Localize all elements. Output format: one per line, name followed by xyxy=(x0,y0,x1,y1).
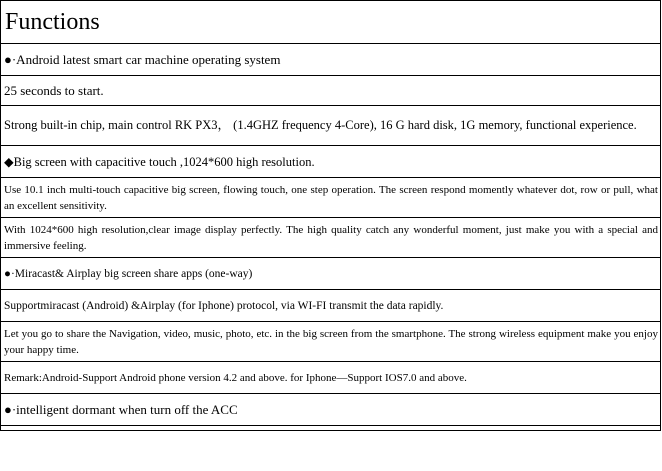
feature-heading-screen: ◆Big screen with capacitive touch ,1024*600 high resolution. xyxy=(1,146,661,178)
table-row xyxy=(1,146,661,178)
feature-heading-dormant: ●·intelligent dormant when turn off the ACC xyxy=(1,394,661,426)
table-row xyxy=(1,106,661,146)
table-row xyxy=(1,76,661,106)
feature-heading-android: ●·Android latest smart car machine operating system xyxy=(1,44,661,76)
table-row-empty xyxy=(1,426,661,431)
feature-detail-protocol: Supportmiracast (Android) &Airplay (for Iphone) protocol, via WI-FI transmit the data rapidly. xyxy=(1,290,661,322)
feature-detail-touch: Use 10.1 inch multi-touch capacitive big screen, flowing touch, one step operation. The screen respond momently whatever dot, row or pull, what an excellent sensitivity. xyxy=(1,178,661,218)
feature-detail-resolution: With 1024*600 high resolution,clear image display perfectly. The high quality catch any wonderful moment, just make you with a special and immersive feeling. xyxy=(1,218,661,258)
feature-heading-miracast: ●·Miracast& Airplay big screen share apps (one-way) xyxy=(1,258,661,290)
table-row xyxy=(1,290,661,322)
feature-detail-startup: 25 seconds to start. xyxy=(1,76,661,106)
table-title: Functions xyxy=(1,1,661,44)
table-row xyxy=(1,394,661,426)
feature-detail-remark: Remark:Android-Support Android phone version 4.2 and above. for Iphone—Support IOS7.0 and above. xyxy=(1,362,661,394)
table-row xyxy=(1,362,661,394)
empty-cell xyxy=(1,426,661,431)
title-row xyxy=(1,1,661,44)
table-row xyxy=(1,322,661,362)
table-row xyxy=(1,218,661,258)
table-row xyxy=(1,178,661,218)
feature-detail-chip: Strong built-in chip, main control RK PX3， (1.4GHZ frequency 4-Core), 16 G hard disk, 1G memory, functional experience. xyxy=(1,106,661,146)
feature-detail-sharing: Let you go to share the Navigation, video, music, photo, etc. in the big screen from the smartphone. The strong wireless equipment make you enjoy your happy time. xyxy=(1,322,661,362)
table-row xyxy=(1,44,661,76)
table-row xyxy=(1,258,661,290)
